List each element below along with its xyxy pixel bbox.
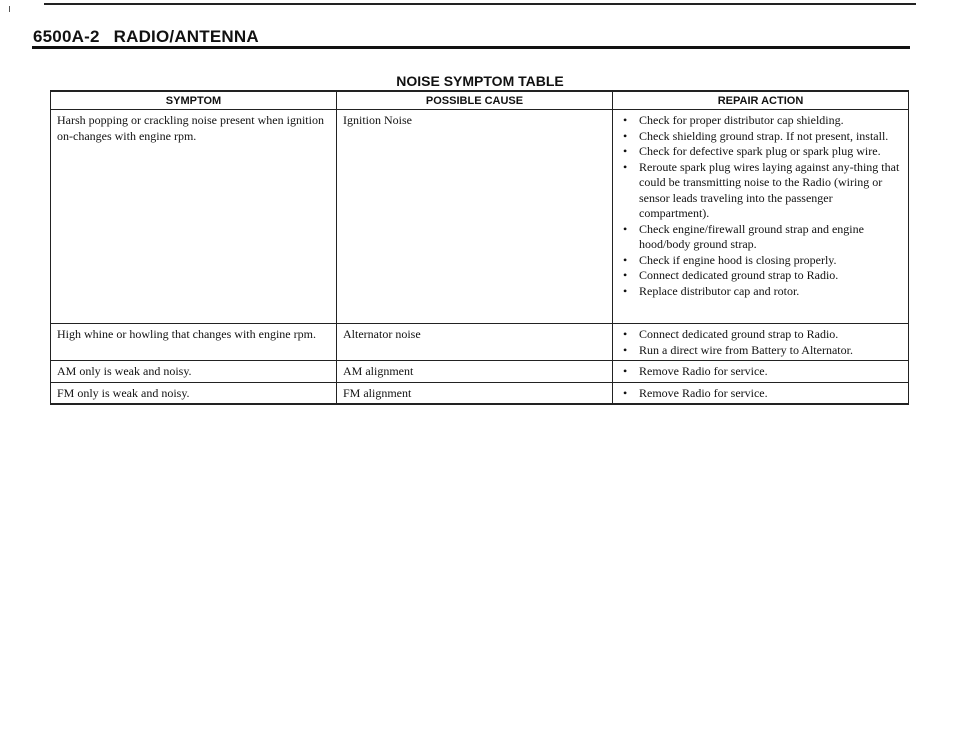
edge-mark <box>9 6 10 12</box>
symptom-cell: FM only is weak and noisy. <box>51 382 337 404</box>
table-row <box>51 324 909 361</box>
repair-cell <box>613 324 909 361</box>
cause-cell: FM alignment <box>337 382 613 404</box>
table-header-row <box>51 91 909 110</box>
table-row <box>51 361 909 383</box>
repair-action-item: • Connect dedicated ground strap to Radio. <box>619 327 902 343</box>
repair-action-item: • Remove Radio for service. <box>619 364 902 380</box>
repair-action-item: • Replace distributor cap and rotor. <box>619 284 902 300</box>
cause-cell: AM alignment <box>337 361 613 383</box>
repair-cell <box>613 361 909 383</box>
column-header-repair: REPAIR ACTION <box>613 91 909 110</box>
repair-action-item: • Check for defective spark plug or spark plug wire. <box>619 144 902 160</box>
repair-action-item: • Remove Radio for service. <box>619 386 902 402</box>
column-header-cause: POSSIBLE CAUSE <box>337 91 613 110</box>
cause-cell: Ignition Noise <box>337 110 613 324</box>
repair-action-item: • Check shielding ground strap. If not present, install. <box>619 129 902 145</box>
repair-action-item: • Run a direct wire from Battery to Alternator. <box>619 343 902 359</box>
repair-cell <box>613 382 909 404</box>
noise-symptom-table <box>50 90 909 405</box>
cause-cell: Alternator noise <box>337 324 613 361</box>
repair-action-item: • Check for proper distributor cap shielding. <box>619 113 902 129</box>
repair-action-item: • Connect dedicated ground strap to Radio. <box>619 268 902 284</box>
symptom-cell: High whine or howling that changes with engine rpm. <box>51 324 337 361</box>
table-row <box>51 110 909 324</box>
table-title: NOISE SYMPTOM TABLE <box>396 73 564 89</box>
section-title: RADIO/ANTENNA <box>113 27 259 46</box>
symptom-cell: Harsh popping or crackling noise present when ignition on-changes with engine rpm. <box>51 110 337 324</box>
top-rule <box>44 3 916 5</box>
repair-action-item: • Reroute spark plug wires laying against any-thing that could be transmitting noise to the Radio (wiring or sensor leads traveling into the passenger compartment). <box>619 160 902 222</box>
repair-action-item: • Check engine/firewall ground strap and engine hood/body ground strap. <box>619 222 902 253</box>
repair-cell <box>613 110 909 324</box>
section-number: 6500A-2 <box>33 27 100 46</box>
repair-action-item: • Check if engine hood is closing properly. <box>619 253 902 269</box>
header-rule <box>32 46 910 49</box>
table-row <box>51 382 909 404</box>
symptom-cell: AM only is weak and noisy. <box>51 361 337 383</box>
page-header <box>33 27 259 47</box>
column-header-symptom: SYMPTOM <box>51 91 337 110</box>
